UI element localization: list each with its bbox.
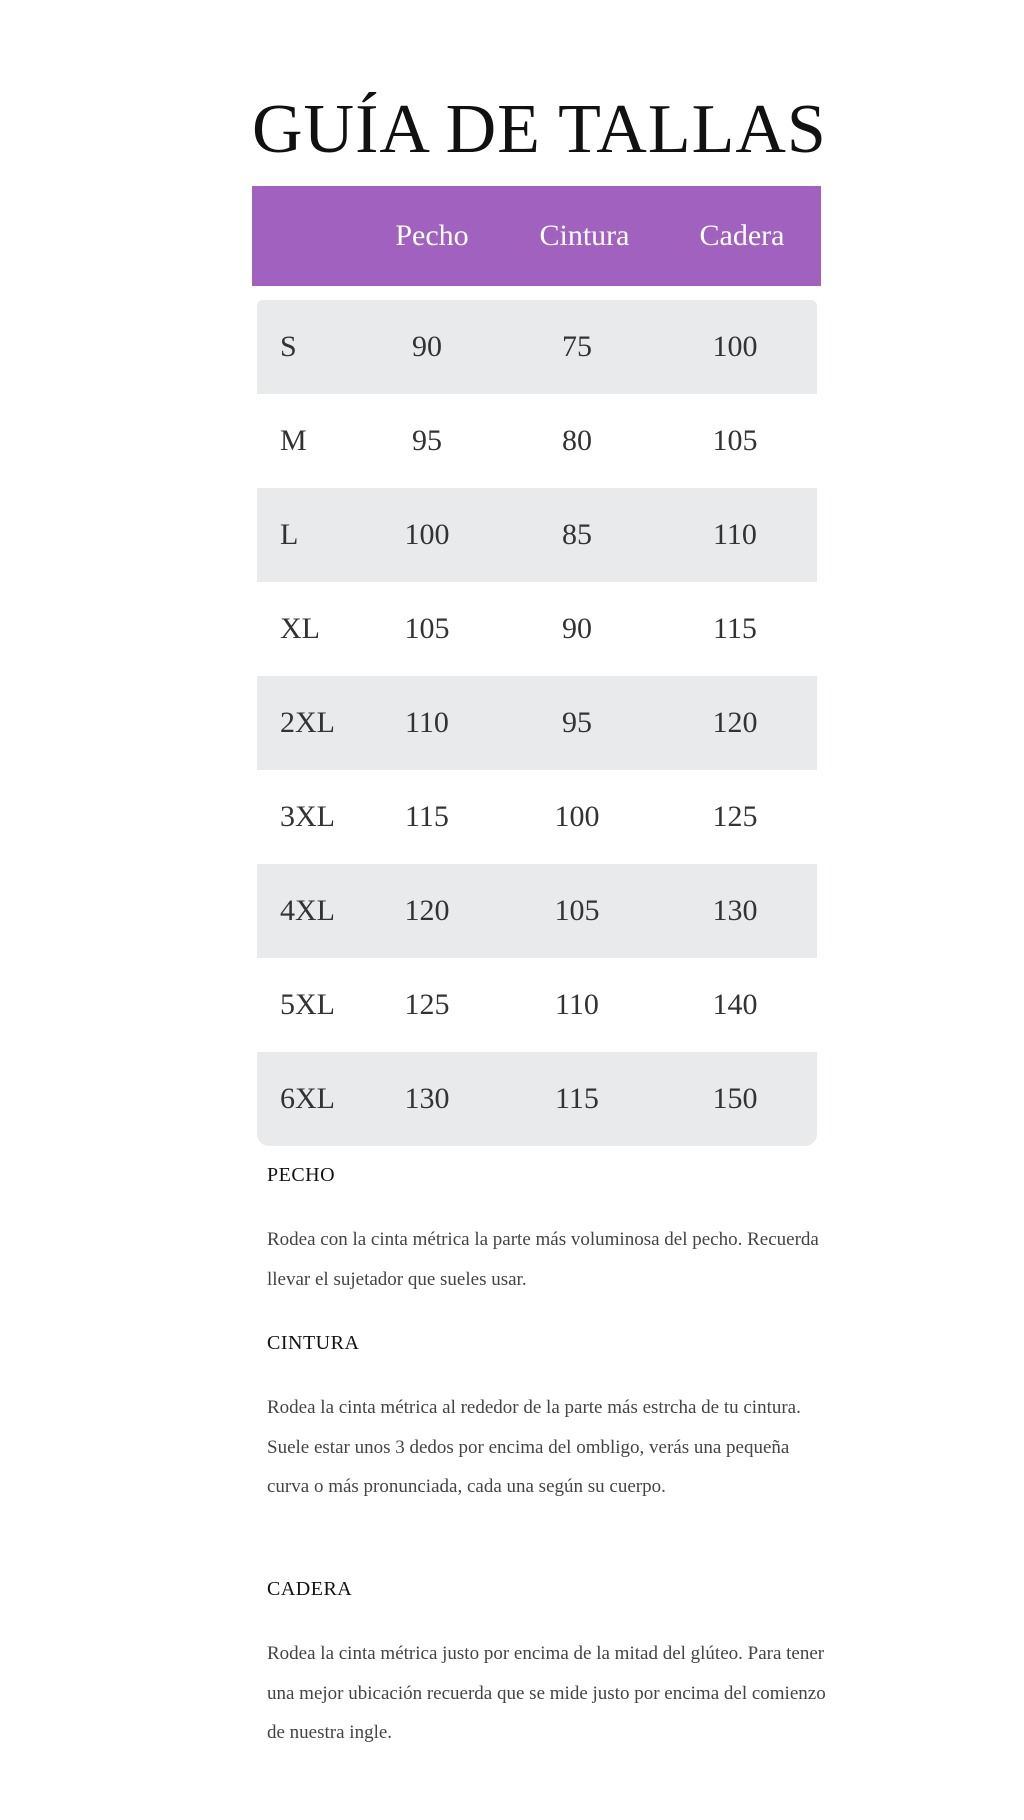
section-pecho bbox=[267, 1164, 827, 1299]
cadera-value: 140 bbox=[712, 988, 758, 1021]
table-header bbox=[252, 186, 821, 286]
table-row bbox=[257, 394, 817, 488]
pecho-value: 125 bbox=[404, 988, 450, 1021]
page-title: GUÍA DE TALLAS bbox=[252, 91, 827, 168]
header-cintura: Cintura bbox=[539, 219, 630, 252]
table-row bbox=[257, 958, 817, 1052]
table-row bbox=[257, 864, 817, 958]
pecho-value: 105 bbox=[404, 612, 450, 645]
section-heading: CINTURA bbox=[267, 1332, 360, 1354]
size-label: 2XL bbox=[280, 706, 335, 739]
cadera-value: 105 bbox=[712, 424, 758, 457]
cadera-value: 150 bbox=[712, 1082, 758, 1115]
size-label: 4XL bbox=[280, 894, 335, 927]
size-label: 3XL bbox=[280, 800, 335, 833]
pecho-value: 95 bbox=[412, 424, 442, 457]
cadera-value: 100 bbox=[712, 330, 758, 363]
cadera-value: 125 bbox=[712, 800, 758, 833]
cintura-value: 110 bbox=[555, 988, 599, 1021]
cadera-value: 130 bbox=[712, 894, 758, 927]
table-row bbox=[257, 770, 817, 864]
size-label: XL bbox=[280, 612, 320, 645]
pecho-value: 100 bbox=[404, 518, 450, 551]
cadera-value: 110 bbox=[713, 518, 757, 551]
cintura-value: 115 bbox=[555, 1082, 599, 1115]
table-row bbox=[257, 488, 817, 582]
section-text: Rodea la cinta métrica al rededor de la parte más estrcha de tu cintura. Suele estar unos 3 dedos por encima del ombligo, verás una pequeña curva o más pronunciada, cada una según su cuerpo. bbox=[267, 1397, 801, 1497]
cadera-value: 115 bbox=[713, 612, 757, 645]
pecho-value: 120 bbox=[404, 894, 450, 927]
cintura-value: 85 bbox=[562, 518, 592, 551]
size-label: M bbox=[280, 424, 307, 457]
table-row bbox=[257, 300, 817, 394]
pecho-value: 130 bbox=[404, 1082, 450, 1115]
section-heading: PECHO bbox=[267, 1164, 336, 1186]
size-label: 6XL bbox=[280, 1082, 335, 1115]
cadera-value: 120 bbox=[712, 706, 758, 739]
size-label: 5XL bbox=[280, 988, 335, 1021]
table-row bbox=[257, 676, 817, 770]
pecho-value: 115 bbox=[405, 800, 449, 833]
section-text: Rodea con la cinta métrica la parte más voluminosa del pecho. Recuerda llevar el sujetador que sueles usar. bbox=[267, 1229, 819, 1290]
table-row bbox=[257, 582, 817, 676]
pecho-value: 110 bbox=[405, 706, 449, 739]
size-table bbox=[257, 300, 817, 1146]
cintura-value: 100 bbox=[554, 800, 600, 833]
cintura-value: 75 bbox=[562, 330, 592, 363]
header-cadera: Cadera bbox=[699, 219, 785, 252]
cintura-value: 90 bbox=[562, 612, 592, 645]
header-size bbox=[252, 186, 352, 286]
pecho-value: 90 bbox=[412, 330, 442, 363]
header-pecho: Pecho bbox=[395, 219, 469, 252]
section-text: Rodea la cinta métrica justo por encima de la mitad del glúteo. Para tener una mejor ubicación recuerda que se mide justo por encima del comienzo de nuestra ingle. bbox=[267, 1643, 826, 1743]
cintura-value: 95 bbox=[562, 706, 592, 739]
section-cintura bbox=[267, 1332, 827, 1507]
section-cadera bbox=[267, 1578, 827, 1753]
cintura-value: 105 bbox=[554, 894, 600, 927]
table-row bbox=[257, 1052, 817, 1146]
size-label: S bbox=[280, 330, 297, 363]
size-label: L bbox=[280, 518, 299, 551]
section-heading: CADERA bbox=[267, 1578, 353, 1600]
cintura-value: 80 bbox=[562, 424, 592, 457]
